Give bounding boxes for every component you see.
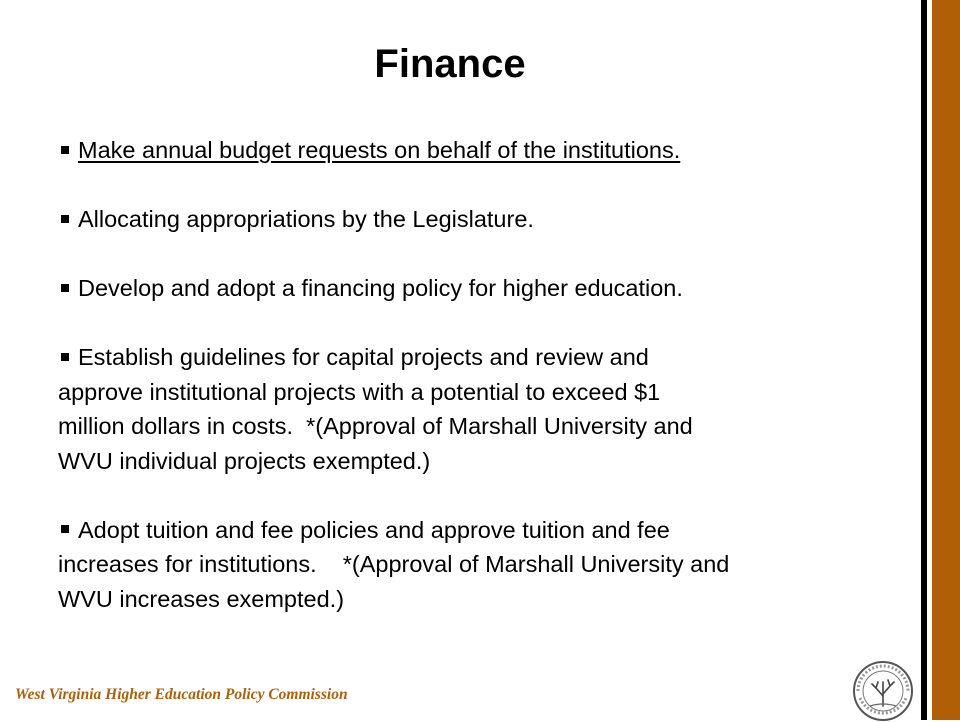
square-bullet-icon [61,353,69,361]
bullet-text: Make annual budget requests on behalf of the institutions. [78,137,681,163]
bullet-text: Develop and adopt a financing policy for higher education. [78,275,683,301]
bullet-item [58,340,900,478]
square-bullet-icon [61,215,69,223]
slide-title: Finance [374,42,526,86]
side-bar-dark [921,0,927,720]
bullet-line: WVU individual projects exempted.) [58,447,431,474]
bullet-list [58,133,900,616]
bullet-item [58,202,900,237]
bullet-line: approve institutional projects with a potential to exceed $1 [58,378,661,405]
bullet-item [58,271,900,306]
footer-organization: West Virginia Higher Education Policy Commission [15,686,348,703]
square-bullet-icon [61,525,69,533]
square-bullet-icon [61,146,69,154]
bullet-text: Allocating appropriations by the Legislature. [78,206,534,232]
bullet-item [58,513,900,617]
bullet-line: Establish guidelines for capital projects and review and [78,344,649,370]
commission-seal-logo [852,660,914,722]
bullet-line: Adopt tuition and fee policies and approve tuition and fee [78,516,670,543]
bullet-line: WVU increases exempted.) [58,585,345,612]
square-bullet-icon [61,284,69,292]
bullet-item [58,133,900,168]
bullet-line: million dollars in costs. *(Approval of Marshall University and [58,413,693,439]
side-bar-accent [932,0,960,720]
bullet-line: increases for institutions. *(Approval of Marshall University and [58,551,730,577]
